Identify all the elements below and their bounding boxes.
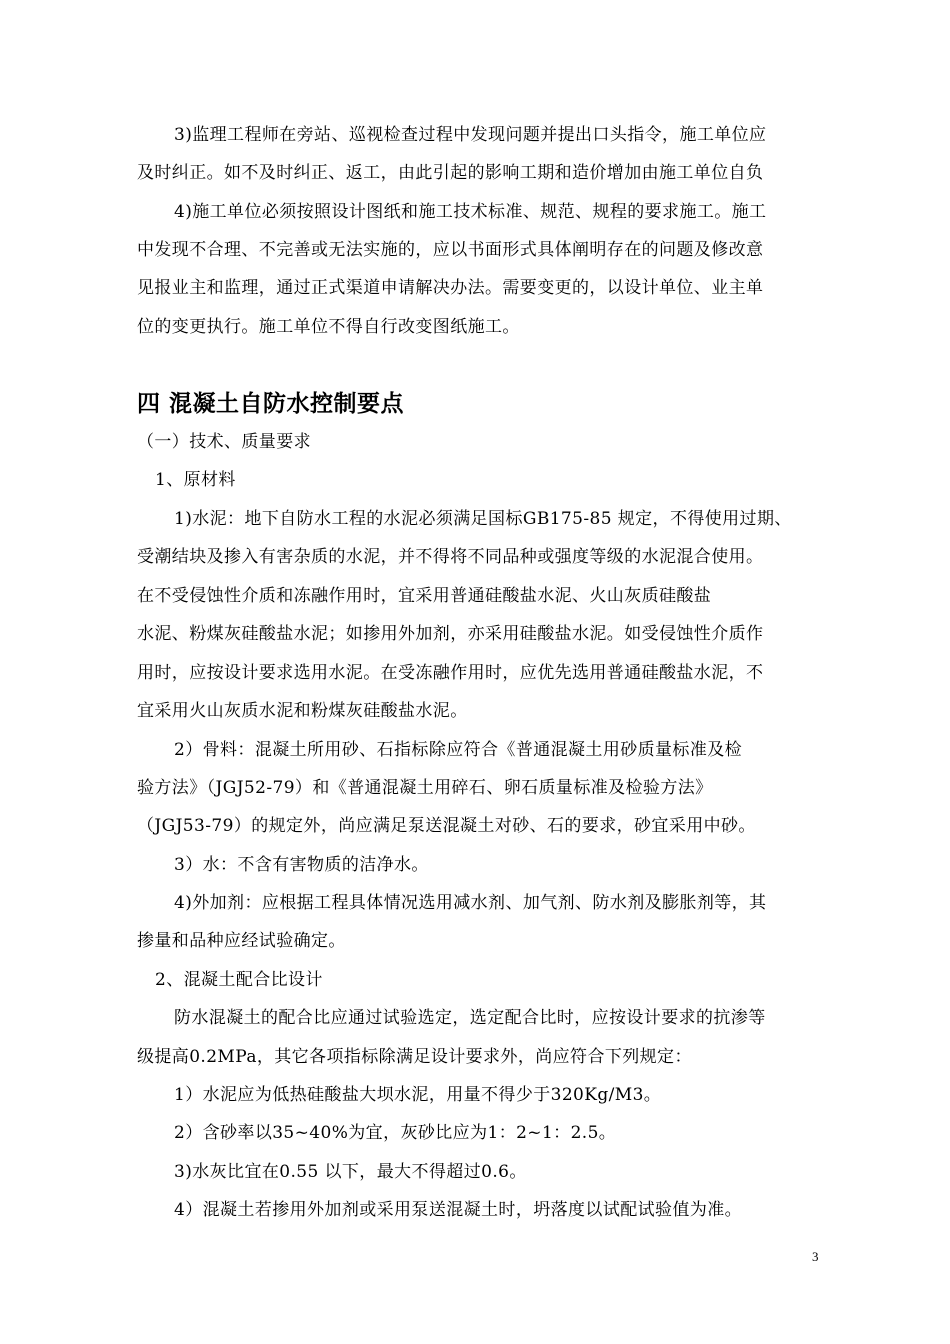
item-title: 2、混凝土配合比设计 <box>155 970 323 990</box>
paragraph-line: 3)监理工程师在旁站、巡视检查过程中发现问题并提出口头指令，施工单位应 <box>174 125 767 145</box>
paragraph-line: 3）水：不含有害物质的洁净水。 <box>174 855 429 875</box>
paragraph-line: 3)水灰比宜在0.55 以下，最大不得超过0.6。 <box>174 1162 527 1182</box>
paragraph-line: 用时，应按设计要求选用水泥。在受冻融作用时，应优先选用普通硅酸盐水泥，不 <box>137 663 764 683</box>
paragraph-line: 2）骨料：混凝土所用砂、石指标除应符合《普通混凝土用砂质量标准及检 <box>174 740 743 760</box>
paragraph-line: 4)外加剂：应根据工程具体情况选用减水剂、加气剂、防水剂及膨胀剂等，其 <box>174 893 767 913</box>
paragraph-line: 4）混凝土若掺用外加剂或采用泵送混凝土时，坍落度以试配试验值为准。 <box>174 1200 743 1220</box>
paragraph-line: 1）水泥应为低热硅酸盐大坝水泥，用量不得少于320Kg/M3。 <box>174 1085 662 1105</box>
item-title: 1、原材料 <box>155 470 236 490</box>
paragraph-line: 级提高0.2MPa，其它各项指标除满足设计要求外，尚应符合下列规定： <box>137 1047 692 1067</box>
paragraph-line: 4)施工单位必须按照设计图纸和施工技术标准、规范、规程的要求施工。施工 <box>174 202 767 222</box>
paragraph-line: 宜采用火山灰质水泥和粉煤灰硅酸盐水泥。 <box>137 701 468 721</box>
paragraph-line: 在不受侵蚀性介质和冻融作用时，宜采用普通硅酸盐水泥、火山灰质硅酸盐 <box>137 586 712 606</box>
paragraph-line: 2）含砂率以35~40%为宜，灰砂比应为1：2~1：2.5。 <box>174 1123 617 1143</box>
paragraph-line: 及时纠正。如不及时纠正、返工，由此引起的影响工期和造价增加由施工单位自负 <box>137 163 764 183</box>
page-number: 3 <box>812 1249 819 1264</box>
paragraph-line: 受潮结块及掺入有害杂质的水泥，并不得将不同品种或强度等级的水泥混合使用。 <box>137 547 764 567</box>
paragraph-line: 验方法》（JGJ52-79）和《普通混凝土用碎石、卵石质量标准及检验方法》 <box>137 778 713 798</box>
paragraph-line: 位的变更执行。施工单位不得自行改变图纸施工。 <box>137 317 520 337</box>
paragraph-line: 掺量和品种应经试验确定。 <box>137 931 346 951</box>
paragraph-line: 见报业主和监理，通过正式渠道申请解决办法。需要变更的，以设计单位、业主单 <box>137 278 764 298</box>
paragraph-line: （JGJ53-79）的规定外，尚应满足泵送混凝土对砂、石的要求，砂宜采用中砂。 <box>137 816 756 836</box>
section-heading: 四 混凝土自防水控制要点 <box>137 391 405 417</box>
paragraph-line: 防水混凝土的配合比应通过试验选定，选定配合比时，应按设计要求的抗渗等 <box>174 1008 766 1028</box>
paragraph-line: 1)水泥：地下自防水工程的水泥必须满足国标GB175-85 规定，不得使用过期、 <box>174 509 792 529</box>
paragraph-line: 中发现不合理、不完善或无法实施的，应以书面形式具体阐明存在的问题及修改意 <box>137 240 764 260</box>
paragraph-line: 水泥、粉煤灰硅酸盐水泥；如掺用外加剂，亦采用硅酸盐水泥。如受侵蚀性介质作 <box>137 624 764 644</box>
subsection-title: （一）技术、质量要求 <box>137 432 311 452</box>
